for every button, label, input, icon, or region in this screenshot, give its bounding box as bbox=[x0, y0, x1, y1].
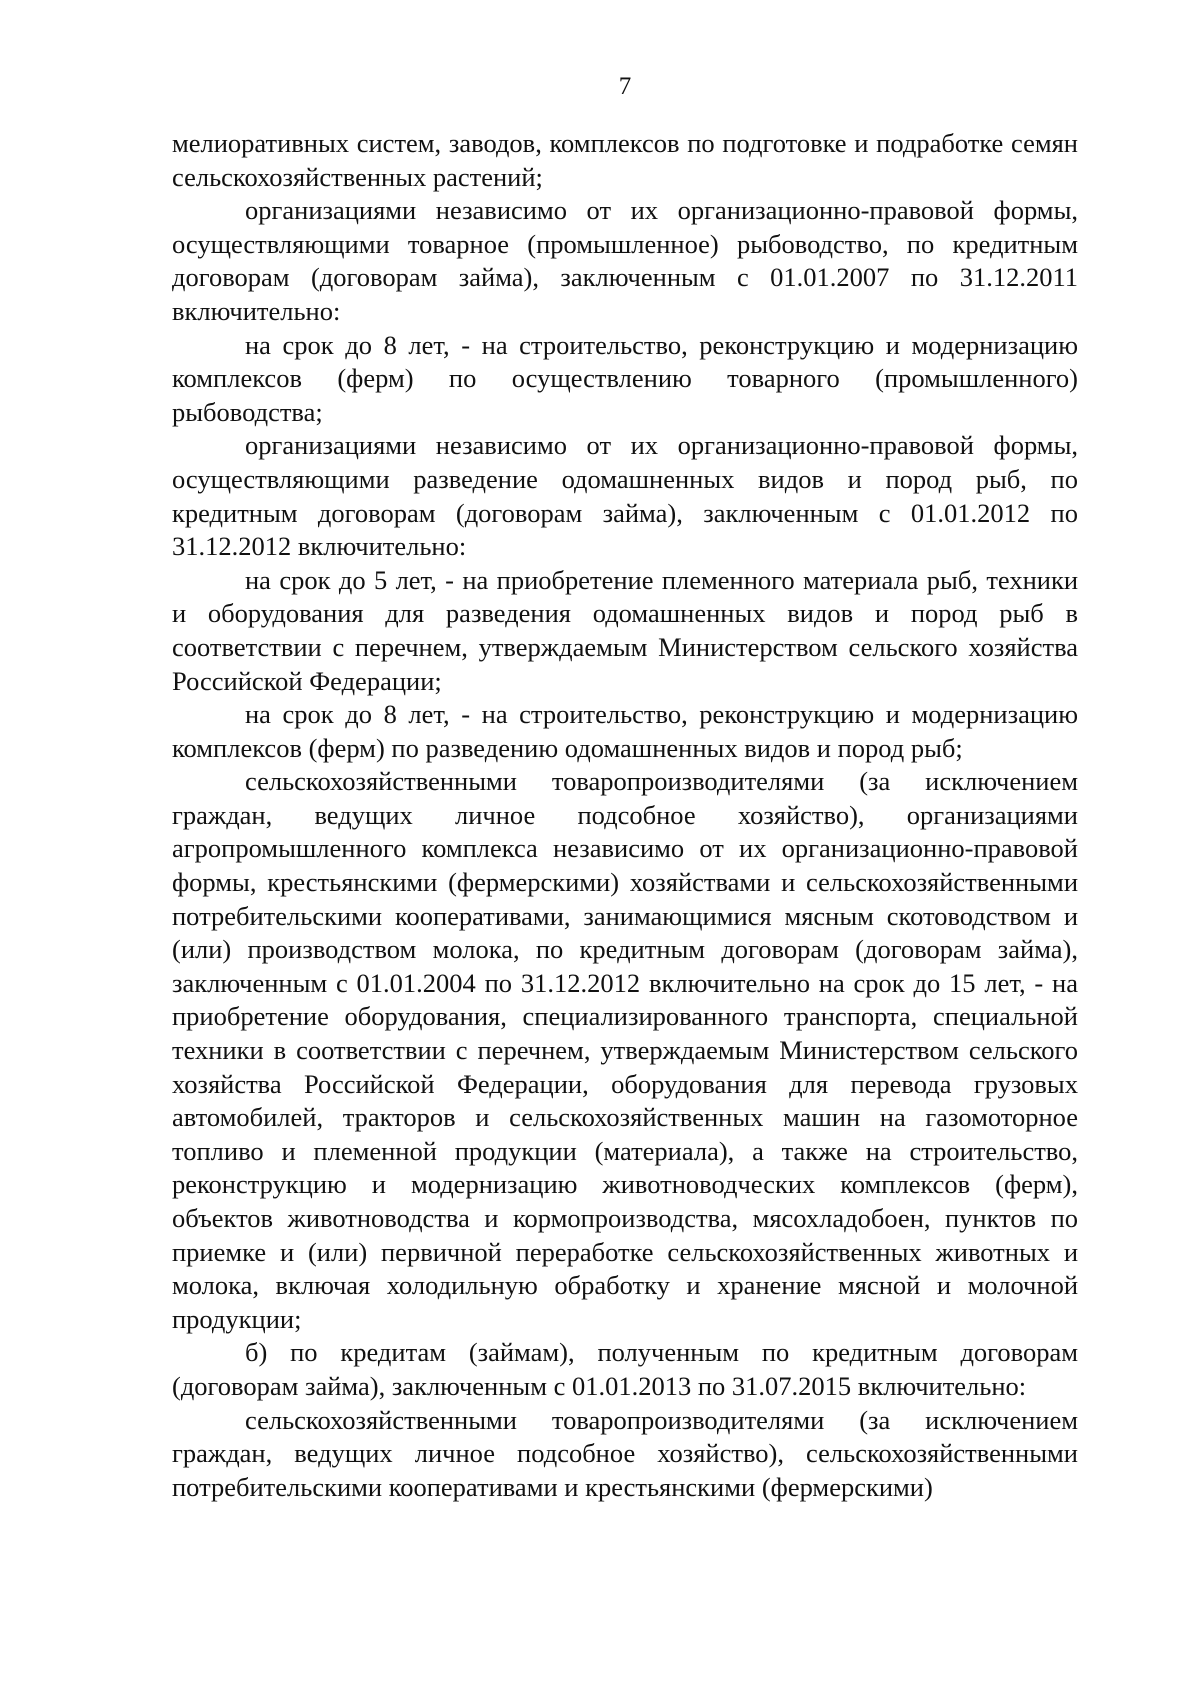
paragraph-continuation: мелиоративных систем, заводов, комплексов по подготовке и подработке семян сельскохозяйственных растений; bbox=[172, 128, 1078, 192]
paragraph: сельскохозяйственными товаропроизводителями (за исключением граждан, ведущих личное подсобное хозяйство), сельскохозяйственными потребительскими кооперативами и крестьянскими (фермерскими) bbox=[172, 1404, 1078, 1502]
document-body bbox=[172, 127, 1078, 1504]
paragraph: сельскохозяйственными товаропроизводителями (за исключением граждан, ведущих личное подсобное хозяйство), организациями агропромышленного комплекса независимо от их организационно-правовой формы, крестьянскими (фермерскими) хозяйствами и сельскохозяйственными потребительскими кооперативами, занимающимися мясным скотоводством и (или) производством молока, по кредитным договорам (договорам займа), заключенным с 01.01.2004 по 31.12.2012 включительно на срок до 15 лет, - на приобретение оборудования, специализированного транспорта, специальной техники в соответствии с перечнем, утверждаемым Министерством сельского хозяйства Российской Федерации, оборудования для перевода грузовых автомобилей, тракторов и сельскохозяйственных машин на газомоторное топливо и племенной продукции (материала), а также на строительство, реконструкцию и модернизацию животноводческих комплексов (ферм), объектов животноводства и кормопроизводства, мясохладобоен, пунктов по приемке и (или) первичной переработке сельскохозяйственных животных и молока, включая холодильную обработку и хранение мясной и молочной продукции; bbox=[172, 766, 1078, 1334]
paragraph: организациями независимо от их организационно-правовой формы, осуществляющими разведение одомашненных видов и пород рыб, по кредитным договорам (договорам займа), заключенным с 01.01.2012 по 31.12.2012 включительно: bbox=[172, 430, 1078, 562]
paragraph: на срок до 8 лет, - на строительство, реконструкцию и модернизацию комплексов (ферм) по разведению одомашненных видов и пород рыб; bbox=[172, 699, 1078, 763]
page-number: 7 bbox=[618, 73, 632, 100]
paragraph: организациями независимо от их организационно-правовой формы, осуществляющими товарное (промышленное) рыбоводство, по кредитным договорам (договорам займа), заключенным с 01.01.2007 по 31.12.2011 включительно: bbox=[172, 195, 1078, 326]
paragraph: б) по кредитам (займам), полученным по кредитным договорам (договорам займа), заключенным с 01.01.2013 по 31.07.2015 включительно: bbox=[172, 1337, 1078, 1401]
paragraph: на срок до 5 лет, - на приобретение племенного материала рыб, техники и оборудования для разведения одомашненных видов и пород рыб в соответствии с перечнем, утверждаемым Министерством сельского хозяйства Российской Федерации; bbox=[172, 564, 1078, 696]
paragraph: на срок до 8 лет, - на строительство, реконструкцию и модернизацию комплексов (ферм) по осуществлению товарного (промышленного) рыбоводства; bbox=[172, 329, 1078, 427]
